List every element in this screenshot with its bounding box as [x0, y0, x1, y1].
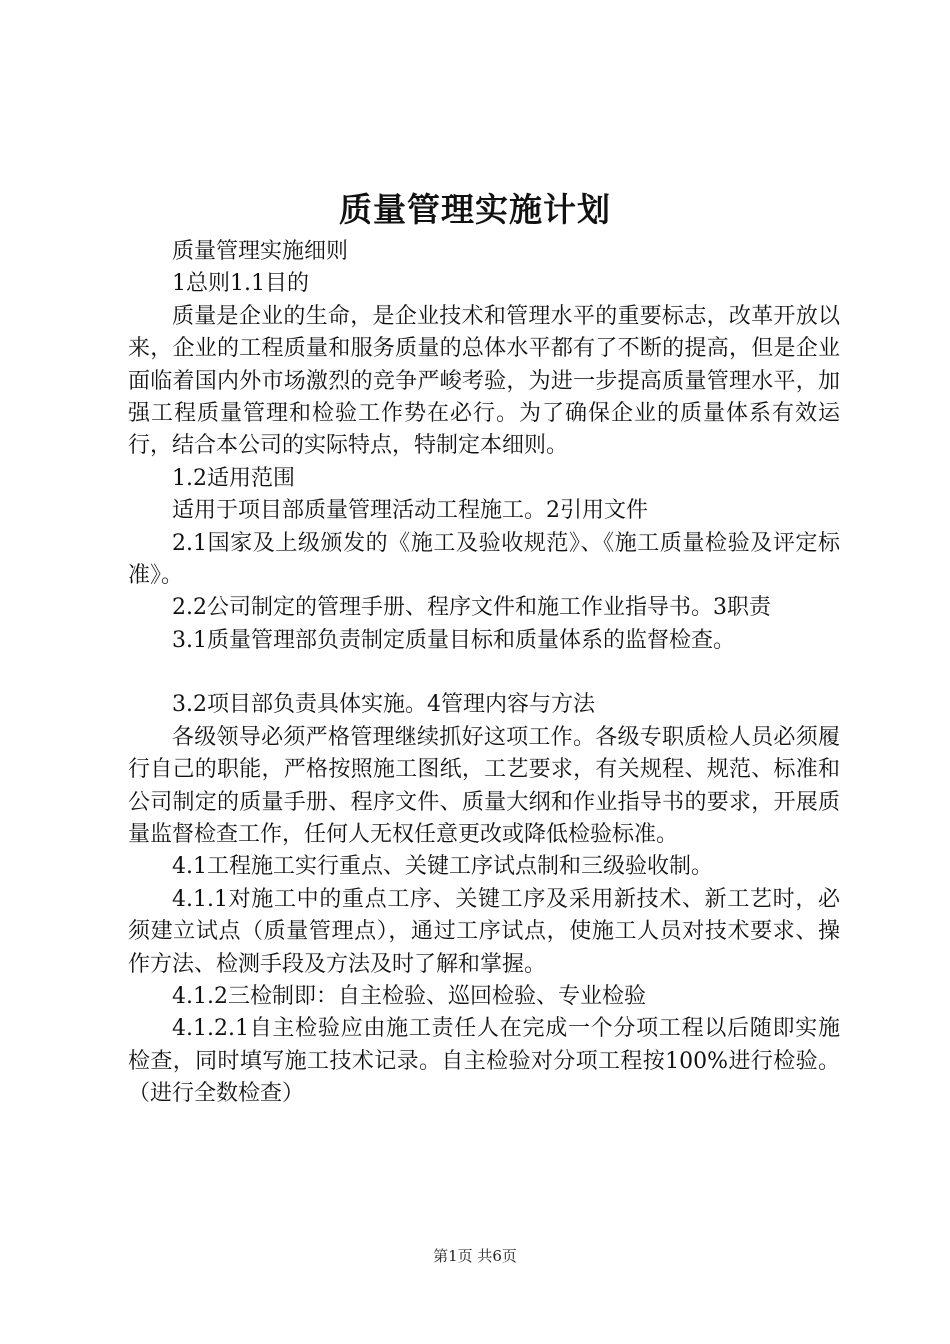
paragraph-scope: 适用于项目部质量管理活动工程施工。2引用文件	[172, 498, 648, 524]
paragraph-subtitle: 质量管理实施细则	[172, 239, 349, 264]
document-body	[128, 236, 840, 1111]
document-title: 质量管理实施计划	[339, 190, 611, 229]
paragraph-purpose: 质量是企业的生命，是企业技术和管理水平的重要标志，改革开放以来，企业的工程质量和服务质量的总体水平都有了不断的提高，但是企业面临着国内外市场激烈的竞争严峻考验，为进一步提高质量管理水平，加强工程质量管理和检验工作势在必行。为了确保企业的质量体系有效运行，结合本公司的实际特点，特制定本细则。	[128, 303, 840, 459]
paragraph-4-1-2: 4.1.2三检制即：自主检验、巡回检验、专业检验	[172, 983, 646, 1009]
paragraph-4-1-2-1: 4.1.2.1自主检验应由施工责任人在完成一个分项工程以后随即实施检查，同时填写施工技术记录。自主检验对分项工程按100%进行检验。（进行全数检查）	[128, 1016, 840, 1107]
paragraph-4-1-1: 4.1.1对施工中的重点工序、关键工序及采用新技术、新工艺时，必须建立试点（质量管理点），通过工序试点，使施工人员对技术要求、操作方法、检测手段及方法及时了解和掌握。	[128, 886, 840, 977]
paragraph-scope-heading: 1.2适用范围	[172, 465, 295, 491]
page-number-footer: 第1页 共6页	[433, 1247, 517, 1265]
paragraph-ref-2-2: 2.2公司制定的管理手册、程序文件和施工作业指导书。3职责	[172, 595, 771, 621]
paragraph-management: 各级领导必须严格管理继续抓好这项工作。各级专职质检人员必须履行自己的职能，严格按照施工图纸，工艺要求，有关规程、规范、标准和公司制定的质量手册、程序文件、质量大纲和作业指导书的要求，开展质量监督检查工作，任何人无权任意更改或降低检验标准。	[128, 724, 840, 847]
paragraph-duty-3-1: 3.1质量管理部负责制定质量目标和质量体系的监督检查。	[172, 627, 735, 653]
paragraph-section-1: 1总则1.1目的	[172, 271, 309, 297]
paragraph-duty-3-2: 3.2项目部负责具体实施。4管理内容与方法	[172, 692, 595, 718]
paragraph-4-1: 4.1工程施工实行重点、关键工序试点制和三级验收制。	[172, 854, 713, 880]
paragraph-ref-2-1: 2.1国家及上级颁发的《施工及验收规范》、《施工质量检验及评定标准》。	[128, 530, 840, 589]
